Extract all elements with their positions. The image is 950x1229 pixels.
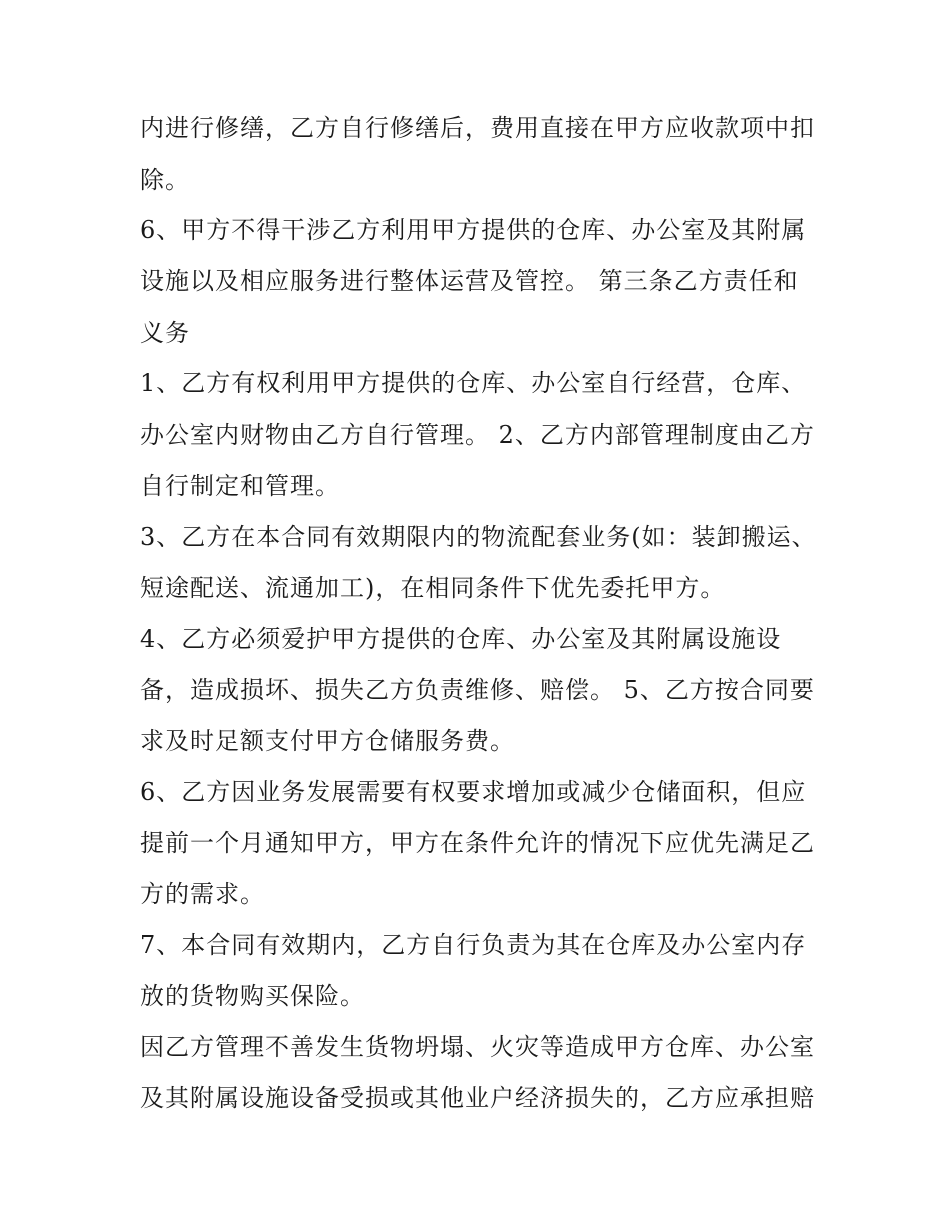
text-line: 因乙方管理不善发生货物坍塌、火灾等造成甲方仓库、办公室 (140, 1033, 815, 1061)
text-line: 短途配送、流通加工)，在相同条件下优先委托甲方。 (140, 574, 726, 602)
text-line: 3、乙方在本合同有效期限内的物流配套业务(如：装卸搬运、 (140, 523, 817, 551)
text-line: 除。 (140, 166, 190, 194)
text-line: 4、乙方必须爱护甲方提供的仓库、办公室及其附属设施设 (140, 625, 782, 653)
text-line: 自行制定和管理。 (140, 472, 340, 500)
text-line: 7、本合同有效期内，乙方自行负责为其在仓库及办公室内存 (140, 931, 807, 959)
text-line: 6、甲方不得干涉乙方利用甲方提供的仓库、办公室及其附属 (140, 216, 807, 244)
text-line: 设施以及相应服务进行整体运营及管控。 第三条乙方责任和 (140, 267, 799, 295)
text-line: 求及时足额支付甲方仓储服务费。 (140, 727, 515, 755)
text-line: 放的货物购买保险。 (140, 982, 365, 1010)
text-line: 办公室内财物由乙方自行管理。 2、乙方内部管理制度由乙方 (140, 421, 815, 449)
text-line: 义务 (140, 319, 190, 347)
text-line: 内进行修缮，乙方自行修缮后，费用直接在甲方应收款项中扣 (140, 114, 815, 142)
text-line: 1、乙方有权利用甲方提供的仓库、办公室自行经营，仓库、 (140, 369, 807, 397)
text-line: 方的需求。 (140, 880, 265, 908)
text-line: 6、乙方因业务发展需要有权要求增加或减少仓储面积，但应 (140, 778, 807, 806)
text-line: 及其附属设施设备受损或其他业户经济损失的，乙方应承担赔 (140, 1084, 815, 1112)
text-line: 备，造成损坏、损失乙方负责维修、赔偿。 5、乙方按合同要 (140, 676, 815, 704)
text-line: 提前一个月通知甲方，甲方在条件允许的情况下应优先满足乙 (140, 829, 815, 857)
